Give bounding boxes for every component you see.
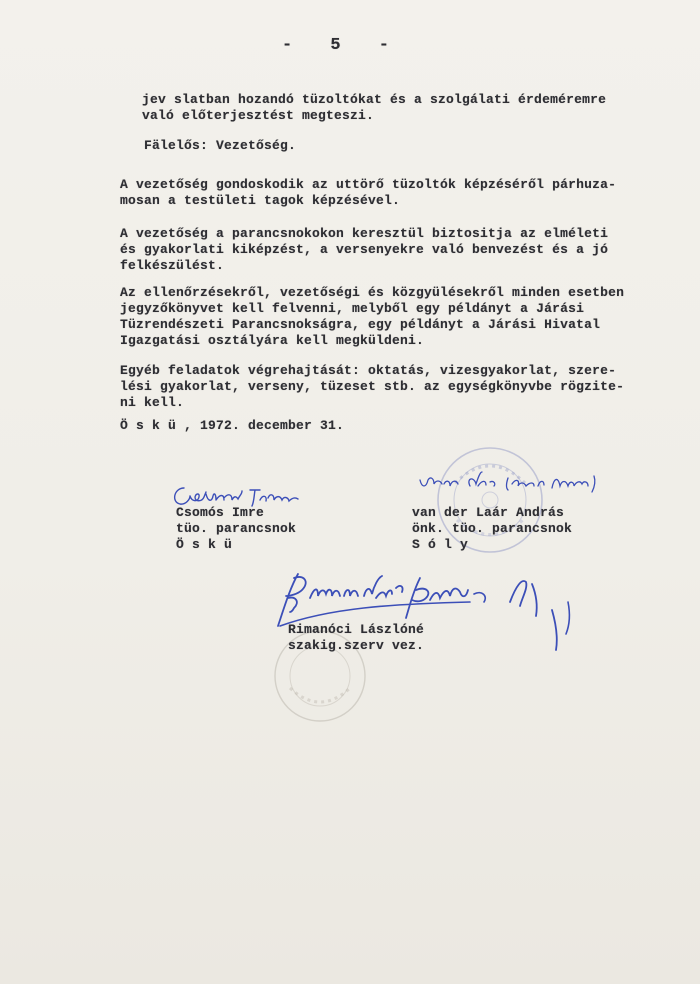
text-line: való előterjesztést megteszi. [142,108,375,123]
text-line: Egyéb feladatok végrehajtását: oktatás, vizesgyakorlat, szere- [120,363,617,378]
left-signatory-title: tüo. parancsnok [176,521,297,536]
handwritten-signature-icon [412,468,602,498]
bottom-signatory-name: Rimanóci Lászlóné [288,622,425,637]
right-signatory-place: S ó l y [412,537,469,552]
left-signatory-name: Csomós Imre [176,505,265,520]
text-line: A vezetőség a parancsnokokon keresztül biztositja az elméleti [120,226,609,241]
left-signatory-place: Ö s k ü [176,537,233,552]
bottom-signatory-title: szakig.szerv vez. [288,638,425,653]
right-signatory-title: önk. tüo. parancsnok [412,521,573,536]
text-line: Az ellenőrzésekről, vezetőségi és közgyülésekről minden esetben [120,285,625,300]
text-line: Tüzrendészeti Parancsnokságra, egy példányt a Járási Hivatal [120,317,601,332]
text-line: lési gyakorlat, verseny, tüzeset stb. az egységkönyvbe rögzite- [120,379,625,394]
text-line: ni kell. [120,395,185,410]
text-line: jegyzőkönyvet kell felvenni, melyből egy példányt a Járási [120,301,585,316]
text-line: A vezetőség gondoskodik az uttörő tüzoltók képzéséről párhuza- [120,177,617,192]
text-line: jev slatban hozandó tüzoltókat és a szolgálati érdeméremre [142,92,607,107]
date-line: Ö s k ü , 1972. december 31. [120,418,345,433]
text-line: Igazgatási osztályára kell megküldeni. [120,333,425,348]
text-line: és gyakorlati kiképzést, a versenyekre való benvezést és a jó [120,242,609,257]
text-line: mosan a testületi tagok képzésével. [120,193,401,208]
text-line: felkészülést. [120,258,225,273]
right-signatory-name: van der Laár András [412,505,565,520]
responsible-line: Fälelős: Vezetőség. [144,138,297,153]
page-number: - 5 - [282,36,404,55]
